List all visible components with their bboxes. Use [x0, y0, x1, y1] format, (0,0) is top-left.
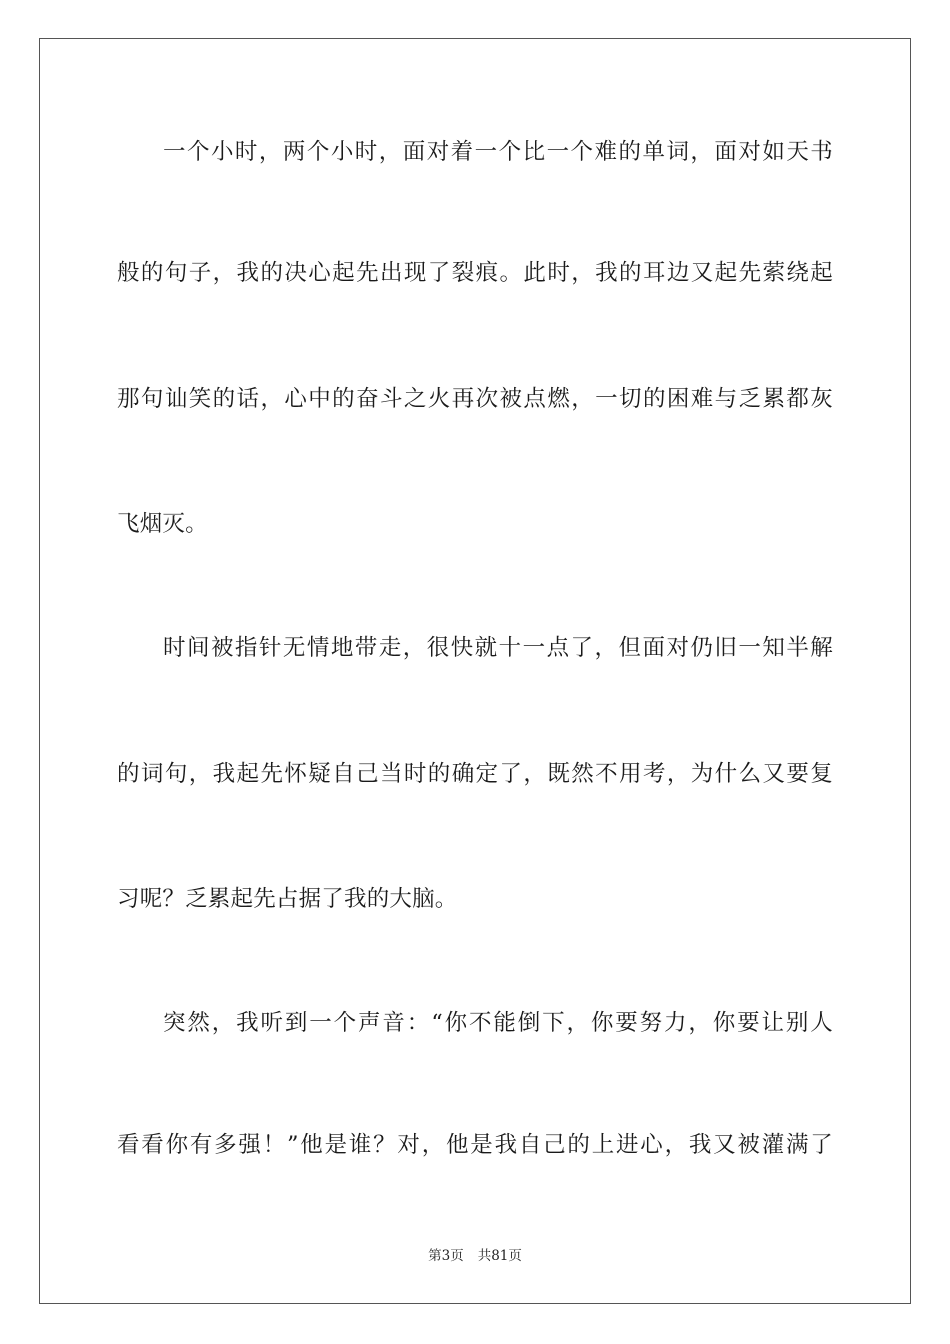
paragraph-line-4: 飞烟灭。 — [117, 511, 208, 537]
paragraph-line-6: 的词句，我起先怀疑自己当时的确定了，既然不用考，为什么又要复 — [117, 761, 833, 787]
page-footer — [0, 1246, 950, 1266]
paragraph-line-7: 习呢？乏累起先占据了我的大脑。 — [117, 886, 458, 912]
page-frame — [39, 38, 911, 1304]
paragraph-line-8: 突然，我听到一个声音：“你不能倒下，你要努力，你要让别人 — [163, 1010, 833, 1036]
paragraph-line-9: 看看你有多强！”他是谁？对，他是我自己的上进心，我又被灌满了 — [117, 1132, 833, 1158]
paragraph-line-5: 时间被指针无情地带走，很快就十一点了，但面对仍旧一知半解 — [163, 635, 833, 661]
total-page-count: 共81页 — [477, 1248, 522, 1264]
paragraph-line-2: 般的句子，我的决心起先出现了裂痕。此时，我的耳边又起先萦绕起 — [117, 260, 833, 286]
current-page-number: 第3页 — [428, 1248, 464, 1264]
paragraph-line-1: 一个小时，两个小时，面对着一个比一个难的单词，面对如天书 — [163, 139, 833, 165]
paragraph-line-3: 那句讪笑的话，心中的奋斗之火再次被点燃，一切的困难与乏累都灰 — [117, 386, 833, 412]
